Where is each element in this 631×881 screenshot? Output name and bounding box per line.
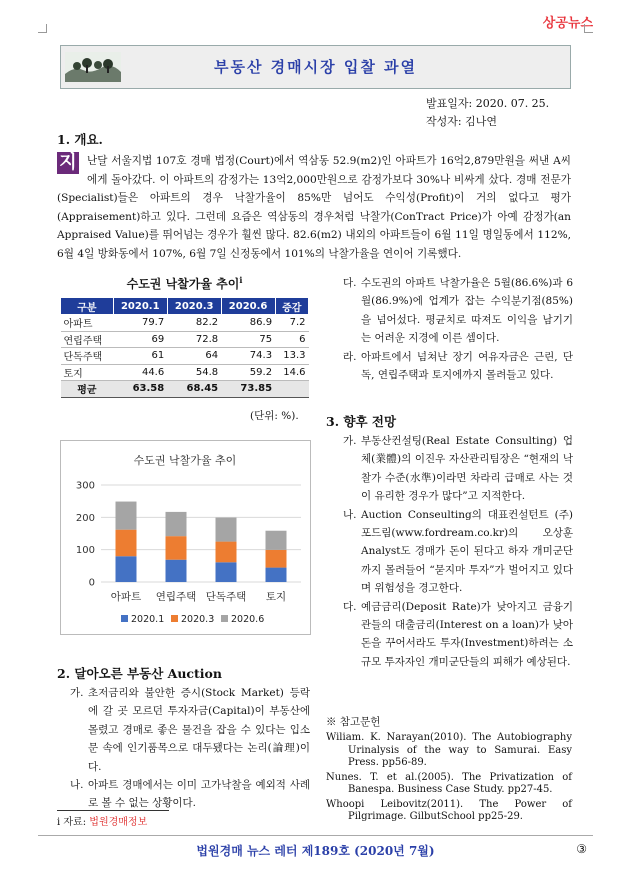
legend-label: 2020.3 xyxy=(181,614,215,625)
list-marker: 가. xyxy=(343,435,357,447)
col-header: 2020.6 xyxy=(221,298,275,315)
col-header: 구분 xyxy=(61,298,114,315)
table-cell: 86.9 xyxy=(221,315,275,332)
col-header: 증감 xyxy=(275,298,308,315)
legend-swatch xyxy=(171,615,178,622)
list-text: 수도권의 아파트 낙찰가율은 5월(86.6%)과 6월(86.9%)에 업계가 잡는 수익분기점(85%)을 넘어섰다. 평균치로 따져도 이익을 남기기는 어려운 지경에 이른 셈이다. xyxy=(361,277,573,345)
footnote-ref: i xyxy=(239,275,243,285)
author: 작성자: 김나연 xyxy=(426,115,497,128)
table-cell: 6 xyxy=(275,331,308,348)
table-cell: 75 xyxy=(221,331,275,348)
table-row xyxy=(61,364,309,381)
bar-segment xyxy=(116,556,137,582)
bar-segment xyxy=(216,542,237,563)
table-cell: 79.7 xyxy=(113,315,167,332)
section-1-body xyxy=(57,152,571,264)
footer-title: 법원경매 뉴스 레터 제189호 (2020년 7월) xyxy=(196,844,435,858)
references-heading: ※ 참고문헌 xyxy=(326,716,381,728)
list-marker: 나. xyxy=(70,779,84,792)
footer-divider xyxy=(38,835,593,836)
y-tick-label: 200 xyxy=(75,512,95,524)
table-cell: 13.3 xyxy=(275,348,308,365)
bar-segment xyxy=(116,530,137,557)
table-cell: 54.8 xyxy=(167,364,221,381)
table-unit: (단위: %). xyxy=(250,410,299,422)
bar-segment xyxy=(216,562,237,582)
list-item xyxy=(343,598,573,672)
reference-item: Nunes. T. et al.(2005). The Privatization of Banespa. Business Case Study. pp27-45. xyxy=(326,771,572,795)
section-2-list xyxy=(70,684,310,813)
legend-label: 2020.6 xyxy=(231,614,265,625)
list-marker: 라. xyxy=(343,350,357,363)
table-cell: 14.6 xyxy=(275,364,308,381)
list-text: 아파트 경매에서는 이미 고가낙찰을 예외적 사례로 볼 수 없는 상황이다. xyxy=(88,779,310,810)
bar-segment xyxy=(166,536,187,560)
list-text: Auction Conseulting의 대표컨설턴트 (주) 포드림(www.fordream.co.kr)의 오상훈 Analyst도 경매가 돈이 된다고 하자 개미군단까지 몰려들어 “묻지마 투자”가 벌어지고 있다며 위험성을 경고한다. xyxy=(361,508,573,595)
bar-segment xyxy=(116,502,137,530)
legend-label: 2020.1 xyxy=(131,614,165,625)
reference-item: Wiliam. K. Narayan(2010). The Autobiography Urinalysis of the way to Samurai. Easy Press. pp56-89. xyxy=(326,732,572,768)
table-cell: 61 xyxy=(113,348,167,365)
x-tick-label: 연립주택 xyxy=(155,591,197,603)
x-tick-label: 아파트 xyxy=(110,591,142,603)
footnote-label: 자료: xyxy=(63,817,87,828)
footnote-mark: i xyxy=(57,817,61,828)
list-marker: 가. xyxy=(70,687,84,699)
bar-segment xyxy=(166,560,187,582)
table-cell: 68.45 xyxy=(167,381,221,398)
list-text: 부동산컨설팅(Real Estate Consulting) 업체(業體)의 이진우 자산관리팀장은 “현재의 낙찰가 수준(水準)이라면 차라리 급매로 사는 것이 유리한 경우가 많다”고 지적한다. xyxy=(361,435,573,503)
col-header: 2020.1 xyxy=(113,298,167,315)
table-cell: 단독주택 xyxy=(61,348,114,365)
y-tick-label: 100 xyxy=(75,545,95,557)
footnote xyxy=(57,813,147,828)
table-cell: 아파트 xyxy=(61,315,114,332)
list-item xyxy=(343,348,573,385)
footnote-divider xyxy=(57,810,169,811)
col-header: 2020.3 xyxy=(167,298,221,315)
table-cell: 73.85 xyxy=(221,381,275,398)
table-cell xyxy=(275,381,308,398)
legend-swatch xyxy=(221,615,228,622)
section-3-list xyxy=(343,432,573,671)
bar-segment xyxy=(216,518,237,542)
stacked-bar-chart xyxy=(60,440,311,635)
table-cell: 72.8 xyxy=(167,331,221,348)
list-text: 예금금리(Deposit Rate)가 낮아지고 금융기관들의 대출금리(Interest on a loan)가 낮아 돈을 꾸어서라도 투자(Investment)하려는 소규모 투자자인 개미군단들의 피해가 예상된다. xyxy=(361,600,573,668)
chart-svg xyxy=(61,441,310,634)
table-cell: 토지 xyxy=(61,364,114,381)
table-row xyxy=(61,331,309,348)
table-cell: 평균 xyxy=(61,381,114,398)
table-cell: 64 xyxy=(167,348,221,365)
chart-title: 수도권 낙찰가율 추이 xyxy=(133,454,237,467)
corner-mark-right xyxy=(584,24,593,33)
title-banner xyxy=(60,45,571,89)
table-cell: 82.2 xyxy=(167,315,221,332)
table-average-row xyxy=(61,381,309,398)
table-cell: 63.58 xyxy=(113,381,167,398)
list-item xyxy=(343,506,573,598)
list-marker: 다. xyxy=(343,600,357,613)
list-marker: 다. xyxy=(343,277,357,289)
reference-item: Whoopi Leibovitz(2011). The Power of Pilgrimage. GilbutSchool pp25-29. xyxy=(326,798,572,822)
list-marker: 나. xyxy=(343,508,357,521)
table-cell: 74.3 xyxy=(221,348,275,365)
section-1-heading: 1. 개요. xyxy=(57,132,103,147)
table-cell: 59.2 xyxy=(221,364,275,381)
table-cell: 44.6 xyxy=(113,364,167,381)
section-3-heading: 3. 향후 전망 xyxy=(326,414,397,429)
dropcap: 지 xyxy=(57,152,79,174)
list-text: 초저금리와 불안한 증시(Stock Market) 등락에 갈 곳 모르던 투자자금(Capital)이 부동산에 몰렸고 경매로 좋은 물건을 잡을 수 있다는 입소문 속에 인기품목으로 대두됐다는 논리(論理)이다. xyxy=(88,687,310,773)
bar-segment xyxy=(166,512,187,536)
references-list xyxy=(326,732,572,826)
list-item xyxy=(70,776,310,813)
x-tick-label: 토지 xyxy=(265,591,287,603)
x-tick-label: 단독주택 xyxy=(205,591,247,603)
y-tick-label: 300 xyxy=(75,480,95,492)
bar-segment xyxy=(266,568,287,582)
bar-segment xyxy=(266,531,287,550)
page-title: 부동산 경매시장 입찰 과열 xyxy=(213,58,418,76)
table-header-row xyxy=(61,298,309,315)
table-row xyxy=(61,315,309,332)
section-1-text: 난달 서울지법 107호 경매 법정(Court)에서 역삼동 52.9(m2)인 아파트가 16억2,879만원을 써낸 A씨에게 돌아갔다. 이 아파트의 감정가는 13억2,000만원으로 감정가보다 30%나 비싸게 샀다. 경매 전문가(Specialist)들은 아파트의 경우 낙찰가율이 85%만 넘어도 수익성(Profit)이 거의 없다고 평가(Appraisement)하고 있다. 그런데 요즘은 역삼동의 경우처럼 낙찰가(ConTract Price)가 아예 감정가(an Appraised Value)를 뛰어넘는 경우가 훨씬 많다. 82.6(m2) 내외의 아파트들이 6월 11일 명일동에서 112%, 6월 4일 방화동에서 107%, 6월 7일 신정동에서 101%의 낙찰가율을 연이어 기록했다. xyxy=(57,155,571,260)
section-2-heading: 2. 달아오른 부동산 Auction xyxy=(57,666,222,681)
table-row xyxy=(61,348,309,365)
corner-mark-left xyxy=(38,24,47,33)
legend-swatch xyxy=(121,615,128,622)
table-heading-text: 수도권 낙찰가율 추이 xyxy=(126,277,240,291)
footnote-source: 법원경매정보 xyxy=(89,817,148,828)
table-cell: 연립주택 xyxy=(61,331,114,348)
list-text: 아파트에서 넘쳐난 장기 여유자금은 근린, 단독, 연립주택과 토지에까지 몰려들고 있다. xyxy=(361,350,573,382)
right-top-list xyxy=(343,274,573,384)
list-item xyxy=(343,432,573,506)
page-number: ③ xyxy=(576,842,587,856)
brand-label: 상공뉴스 xyxy=(542,16,593,31)
rate-table xyxy=(60,297,309,398)
bar-segment xyxy=(266,550,287,568)
y-tick-label: 0 xyxy=(88,577,95,589)
table-cell: 7.2 xyxy=(275,315,308,332)
list-item xyxy=(343,274,573,348)
publish-date: 발표일자: 2020. 07. 25. xyxy=(426,97,550,110)
table-heading xyxy=(60,275,309,292)
list-item xyxy=(70,684,310,776)
table-cell: 69 xyxy=(113,331,167,348)
